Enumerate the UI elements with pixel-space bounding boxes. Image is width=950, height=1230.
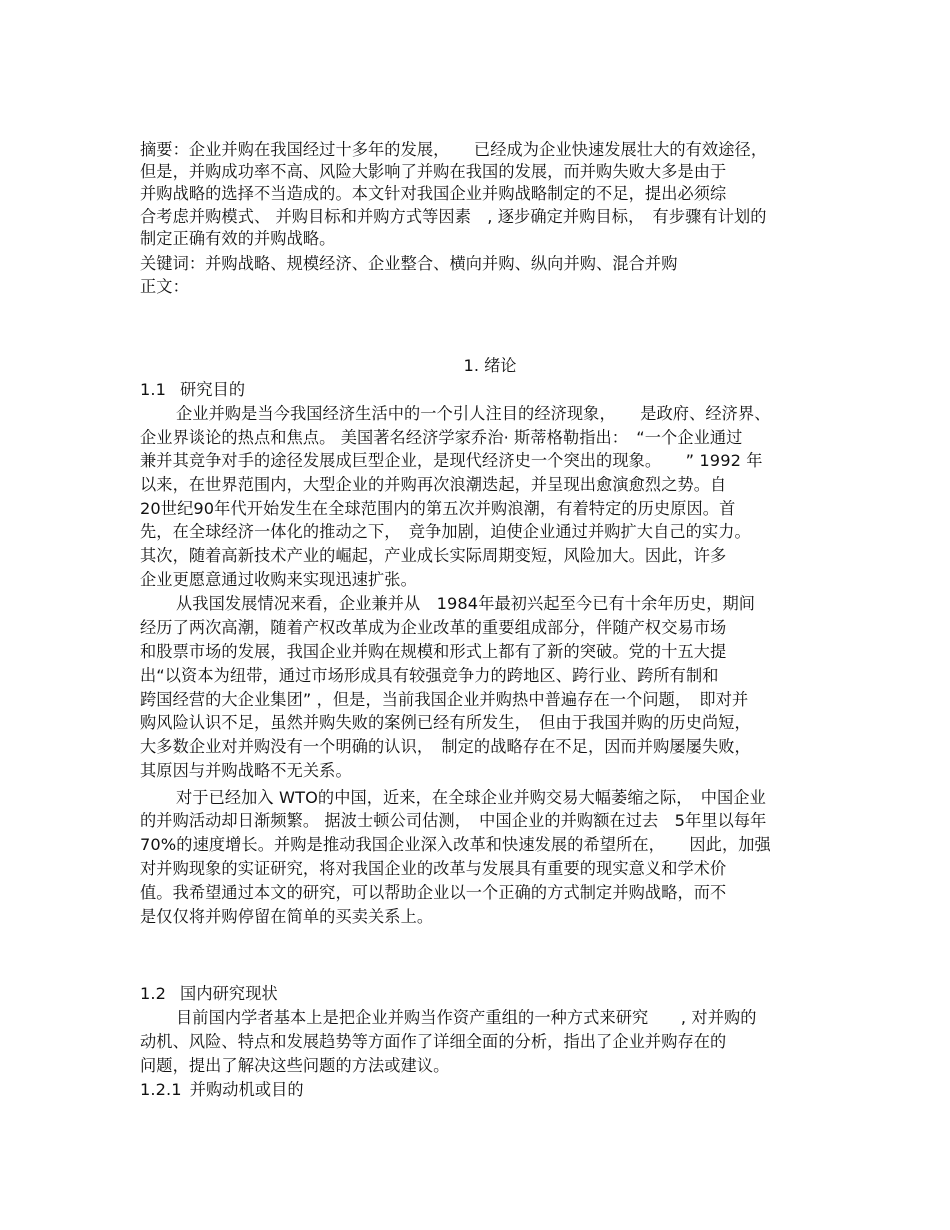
paragraph-line: 大多数企业对并购没有一个明确的认识， 制定的战略存在不足，因而并购屡屡失败，: [140, 737, 751, 756]
abstract-line: 摘要：企业并购在我国经过十多年的发展， 已经成为企业快速发展壮大的有效途径，: [140, 140, 768, 159]
section-number: 1.2: [140, 984, 167, 1003]
abstract-line: 但是，并购成功率不高、风险大影响了并购在我国的发展，而并购失败大多是由于: [140, 162, 727, 181]
paragraph-line: 对并购现象的实证研究，将对我国企业的改革与发展具有重要的现实意义和学术价: [140, 859, 727, 878]
paragraph-line: 出“以资本为纽带，通过市场形成具有较强竞争力的跨地区、跨行业、跨所有制和: [140, 666, 719, 685]
paragraph-line: 是仅仅将并购停留在简单的买卖关系上。: [140, 907, 434, 926]
paragraph-line: 值。我希望通过本文的研究，可以帮助企业以一个正确的方式制定并购战略，而不: [140, 883, 727, 902]
paragraph-line: 企业界谈论的热点和焦点。 美国著名经济学家乔治· 斯蒂格勒指出： “一个企业通过: [140, 428, 743, 447]
paragraph-line: 20世纪90年代开始发生在全球范围内的第五次并购浪潮，有着特定的历史原因。首: [140, 499, 736, 518]
paragraph-line: 以来，在世界范围内，大型企业的并购再次浪潮迭起，并呈现出愈演愈烈之势。自: [140, 475, 727, 494]
paragraph-line: 其原因与并购战略不无关系。: [140, 761, 352, 780]
abstract-line: 合考虑并购模式、 并购目标和并购方式等因素 , 逐步确定并购目标， 有步骤有计划的: [140, 207, 767, 226]
subsection-number: 1.2.1: [140, 1080, 182, 1099]
abstract-line: 制定正确有效的并购战略。: [140, 229, 336, 248]
abstract-line: 并购战略的选择不当造成的。本文针对我国企业并购战略制定的不足，提出必须综: [140, 184, 727, 203]
paragraph-line: 购风险认识不足，虽然并购失败的案例已经有所发生， 但由于我国并购的历史尚短，: [140, 713, 751, 732]
body-label: 正文：: [140, 277, 189, 296]
keywords: 关键词：并购战略、规模经济、企业整合、横向并购、纵向并购、混合并购: [140, 254, 678, 273]
subsection-title: 并购动机或目的: [189, 1080, 304, 1099]
section-heading: [140, 983, 820, 1005]
paragraph-line: 问题，提出了解决这些问题的方法或建议。: [140, 1056, 450, 1075]
paragraph-line: 70%的速度增长。并购是推动我国企业深入改革和快速发展的希望所在， 因此，加强: [140, 835, 771, 854]
chapter-title: 1. 绪论: [463, 356, 517, 375]
paragraph-line: 的并购活动却日渐频繁。 据波士顿公司估测， 中国企业的并购额在过去 5年里以每年: [140, 811, 767, 830]
subsection-heading: [140, 1079, 820, 1101]
paragraph-line: 其次，随着高新技术产业的崛起，产业成长实际周期变短，风险加大。因此，许多: [140, 546, 727, 565]
paragraph-line: 兼并其竞争对手的途径发展成巨型企业，是现代经济史一个突出的现象。 ” 1992 年: [140, 451, 763, 470]
paragraph-line: 动机、风险、特点和发展趋势等方面作了详细全面的分析，指出了企业并购存在的: [140, 1032, 727, 1051]
paragraph-line: 企业并购是当今我国经济生活中的一个引人注目的经济现象， 是政府、经济界、: [176, 404, 771, 423]
paragraph-line: 和股票市场的发展，我国企业并购在规模和形式上都有了新的突破。党的十五大提: [140, 642, 727, 661]
paragraph-line: 先，在全球经济一体化的推动之下， 竞争加剧，迫使企业通过并购扩大自己的实力。: [140, 522, 751, 541]
section-number: 1.1: [140, 380, 167, 399]
section-title: 研究目的: [180, 380, 246, 399]
paragraph-line: 从我国发展情况来看，企业兼并从 1984年最初兴起至今已有十余年历史，期间: [176, 594, 756, 613]
paragraph-line: 跨国经营的大企业集团” ，但是，当前我国企业并购热中普遍存在一个问题， 即对并: [140, 690, 749, 709]
section-title: 国内研究现状: [180, 984, 278, 1003]
paragraph-line: 对于已经加入 WTO的中国，近来，在全球企业并购交易大幅萎缩之际， 中国企业: [176, 788, 766, 807]
paragraph-line: 目前国内学者基本上是把企业并购当作资产重组的一种方式来研究 , 对并购的: [176, 1008, 757, 1027]
section-heading: [140, 379, 820, 401]
paragraph-line: 企业更愿意通过收购来实现迅速扩张。: [140, 570, 417, 589]
paragraph-line: 经历了两次高潮，随着产权改革成为企业改革的重要组成部分，伴随产权交易市场: [140, 618, 727, 637]
